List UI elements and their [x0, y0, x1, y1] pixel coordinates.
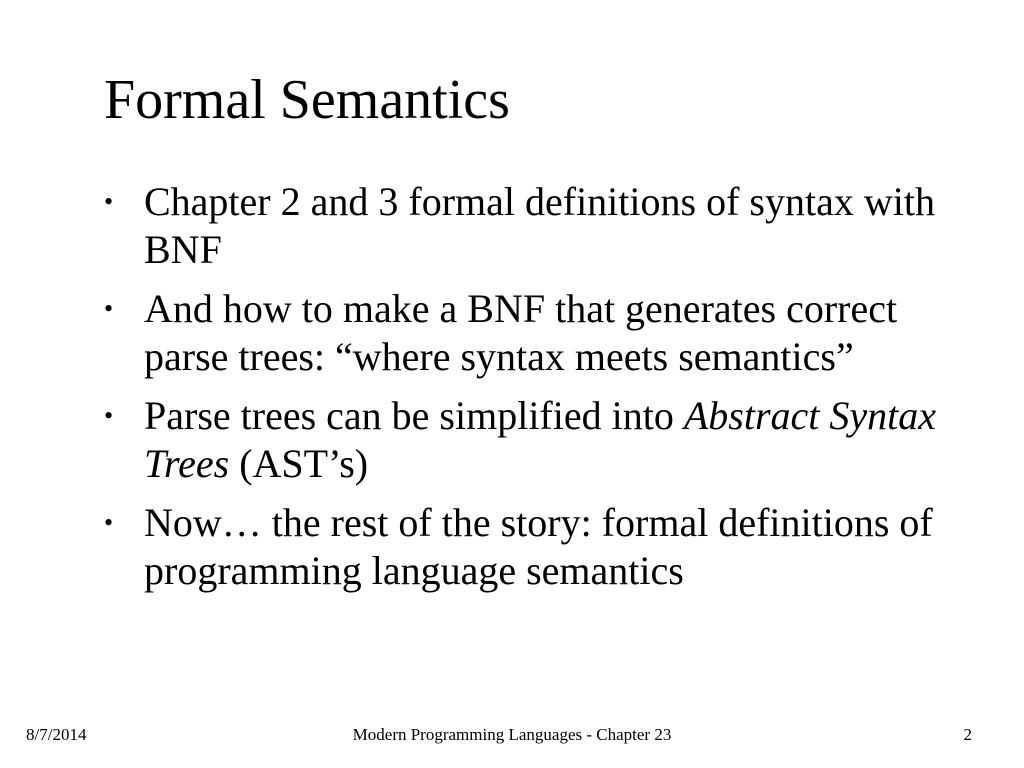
- bullet-text: [144, 393, 936, 486]
- page-number: 2: [963, 725, 972, 744]
- bullet-text-segment: Chapter 2 and 3 formal definitions of syntax with BNF: [144, 179, 935, 272]
- footer-date: 8/7/2014: [26, 725, 87, 744]
- bullet-text-segment: (AST’s): [229, 441, 369, 486]
- bullet-text: [144, 286, 897, 379]
- bullet-text-segment: Now… the rest of the story: formal definitions of programming language semantics: [144, 500, 933, 593]
- bullet-text-italic: Abstract Syntax Trees: [144, 393, 937, 486]
- bullet-icon: •: [104, 508, 114, 537]
- bullet-list: [104, 178, 984, 606]
- slide-title: Formal Semantics: [104, 69, 510, 131]
- bullet-text: [144, 179, 935, 272]
- bullet-item: [104, 178, 984, 274]
- bullet-icon: •: [104, 401, 114, 430]
- bullet-icon: •: [104, 294, 114, 323]
- bullet-item: [104, 499, 984, 595]
- bullet-icon: •: [104, 187, 114, 216]
- bullet-text-segment: Parse trees can be simplified into: [144, 393, 684, 438]
- footer-center-text: Modern Programming Languages - Chapter 23: [352, 725, 672, 744]
- bullet-item: [104, 392, 984, 488]
- bullet-text: [144, 500, 933, 593]
- bullet-text-segment: And how to make a BNF that generates correct parse trees: “where syntax meets semantics”: [144, 286, 898, 379]
- bullet-item: [104, 285, 984, 381]
